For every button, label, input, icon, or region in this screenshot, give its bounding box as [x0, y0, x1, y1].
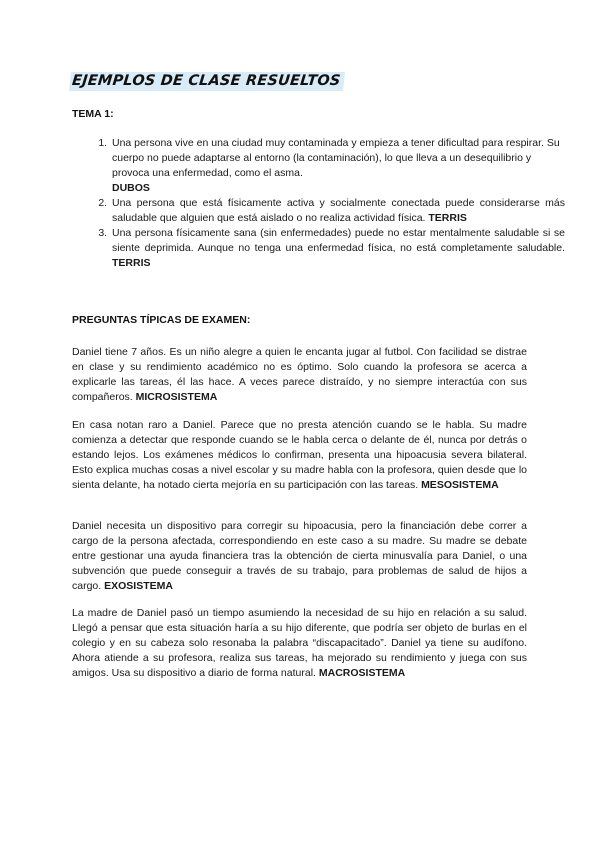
list-item	[110, 136, 565, 196]
list-item-label: DUBOS	[112, 182, 150, 194]
list-item-text: Una persona que está físicamente activa y socialmente conectada puede considerarse más saludable que alguien que está aislado o no realiza actividad física.	[112, 197, 565, 224]
paragraph-label: MESOSISTEMA	[421, 479, 499, 491]
paragraph-label: MICROSISTEMA	[135, 391, 218, 403]
list-item-text: Una persona vive en una ciudad muy contaminada y empieza a tener dificultad para respirar. Su cuerpo no puede adaptarse al entorno (la contaminación), lo que lleva a un desequilibrio y provoca una enfermedad, como el asma.	[112, 137, 560, 179]
title-block	[70, 72, 344, 91]
paragraph-label: EXOSISTEMA	[104, 580, 173, 592]
paragraph-text: Daniel tiene 7 años. Es un niño alegre a quien le encanta jugar al futbol. Con facilidad se distrae en clase y su rendimiento académico no es óptimo. Solo cuando la profesora se acerca a explicarle las tareas, él las hace. A veces parece distraído, y no siempre interactúa con sus compañeros.	[72, 346, 527, 403]
exam-paragraph	[72, 519, 527, 594]
section-heading-tema: TEMA 1:	[72, 108, 114, 120]
list-item-label: TERRIS	[428, 212, 467, 224]
paragraph-label: MACROSISTEMA	[318, 667, 406, 679]
tema-examples-list	[72, 136, 565, 271]
exam-paragraph	[72, 418, 527, 493]
paragraph-text: En casa notan raro a Daniel. Parece que no presta atención cuando se le habla. Su madre comienza a detectar que responde cuando se le habla cerca o delante de él, nunca por detrás o estando lejos. Los exámenes médicos lo confirman, presenta una hipoacusia severa bilateral. Esto explica muchas cosas a nivel escolar y su madre habla con la profesora, quien desde que lo sienta delante, ha notado cierta mejoría en su participación con las tareas.	[72, 419, 527, 491]
page-title: EJEMPLOS DE CLASE RESUELTOS	[69, 72, 345, 91]
exam-paragraph	[72, 606, 527, 681]
section-heading-preguntas: PREGUNTAS TÍPICAS DE EXAMEN:	[72, 314, 251, 326]
list-item-text: Una persona físicamente sana (sin enfermedades) puede no estar mentalmente saludable si se siente deprimida. Aunque no tenga una enfermedad física, no está completamente saludable.	[112, 227, 565, 254]
paragraph-text: La madre de Daniel pasó un tiempo asumiendo la necesidad de su hijo en relación a su salud. Llegó a pensar que esta situación haría a su hijo diferente, que podría ser objeto de burlas en el colegio y en su cabeza solo resonaba la palabra “discapacitado”. Daniel ya tiene su audífono. Ahora atiende a su profesora, realiza sus tareas, ha mejorado su rendimiento y juega con sus amigos. Usa su dispositivo a diario de forma natural.	[72, 607, 527, 679]
paragraph-text: Daniel necesita un dispositivo para corregir su hipoacusia, pero la financiación debe correr a cargo de la persona afectada, correspondiendo en este caso a su madre. Su madre se debate entre gestionar una ayuda financiera tras la obtención de cierta minusvalía para Daniel, o una subvención que puede conseguir a través de su trabajo, para problemas de salud de hijos a cargo.	[72, 520, 527, 592]
list-item	[110, 226, 565, 271]
list-item-label: TERRIS	[112, 257, 151, 269]
list-item	[110, 196, 565, 226]
exam-paragraph	[72, 345, 527, 405]
